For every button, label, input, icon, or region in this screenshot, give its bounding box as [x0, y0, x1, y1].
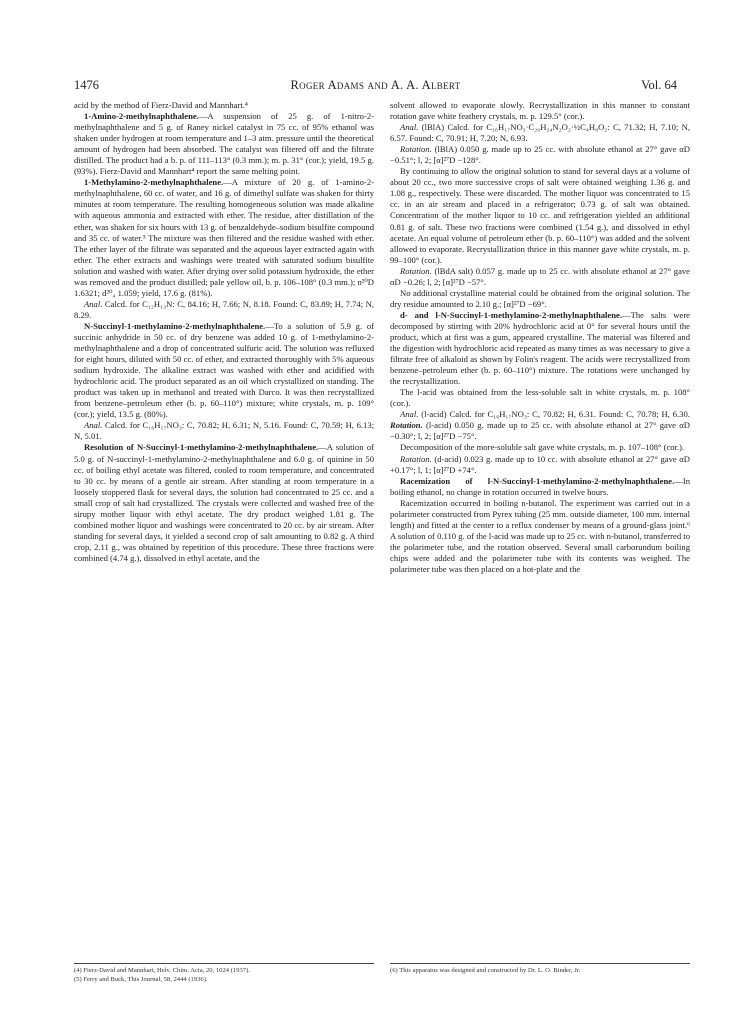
footnote: (6) This apparatus was designed and constructed by Dr. L. O. Binder, Jr.	[390, 967, 581, 974]
footnotes-left	[74, 967, 374, 984]
analysis-paragraph: Anal. Calcd. for C₁₆H₁₇NO₃: C, 70.82; H, 6.31; N, 5.16. Found: C, 70.59; H, 6.13; N, 5.01.	[74, 420, 375, 442]
section-heading: N-Succinyl-1-methylamino-2-methylnaphthalene.	[84, 320, 266, 331]
footnotes-right	[390, 967, 690, 976]
paragraph: Decomposition of the more-soluble salt gave white crystals, m. p. 107–108° (cor.).	[400, 442, 685, 453]
paragraph: Racemization of l-N-Succinyl-1-methylamino-2-methylnaphthalene.—In boiling ethanol, no change in rotation occurred in twelve hours.	[390, 475, 690, 497]
paragraph: 1-Amino-2-methylnaphthalene.—A suspension of 25 g. of 1-nitro-2-methylnaphthalene and 5 g. of Raney nickel catalyst in 75 cc. of 95% ethanol was shaken under hydrogen at room temperature and 1–3 atm. pressure until the theoretical amount of hydrogen had been absorbed. The catalyst was filtered off and the filtrate distilled. The product had a b. p. of 111–113° (0.3 mm.); m. p. 31° (cor.); yield, 19.5 g. (93%). Fierz-David and Mannhart⁴ report the same melting point.	[74, 111, 374, 177]
section-heading: d- and l-N-Succinyl-1-methylamino-2-methylnaphthalene.	[400, 309, 622, 320]
paragraph: acid by the method of Fierz-David and Mannhart.⁴	[74, 100, 248, 110]
rotation-paragraph: Rotation. (lBlA) 0.050 g. made up to 25 cc. with absolute ethanol at 27° gave αD −0.51°; l, 2; [α]²⁷D −128°.	[390, 144, 690, 166]
volume-label: Vol. 64	[641, 78, 677, 92]
rotation-paragraph: Rotation. (d-acid) 0.023 g. made up to 10 cc. with absolute ethanol at 27° gave αD +0.17°; l, 1; [α]²⁷D +74°.	[390, 453, 690, 475]
section-heading: Racemization of l-N-Succinyl-1-methylamino-2-methylnaphthalene.	[400, 475, 675, 486]
paragraph: By continuing to allow the original solution to stand for several days at a volume of about 20 cc., two more successive crops of salt were obtained weighing 1.36 g. and 1.08 g., respectively. These were discarded. The mother liquor was concentrated to 15 cc. in an air stream and placed in a refrigerator; 0.73 g. of salt was obtained. Concentration of the mother liquor to 10 cc. and refrigeration yielded an additional 0.81 g. of salt. These two fractions were combined (1.54 g.), and dissolved in ethyl acetate. An equal volume of petroleum ether (b. p. 60–110°) was added and the solvent allowed to evaporate. Recrystallization thrice in this manner gave white crystals, m. p. 99–100° (cor.).	[390, 166, 690, 265]
section-heading: Resolution of N-Succinyl-1-methylamino-2-methylnaphthalene.	[84, 442, 319, 453]
running-title: Roger Adams and A. A. Albert	[290, 78, 461, 92]
paragraph: solvent allowed to evaporate slowly. Recrystallization in this manner to constant rotation gave white feathery crystals, m. p. 129.5° (cor.).	[390, 100, 690, 122]
paragraph: N-Succinyl-1-methylamino-2-methylnaphthalene.—To a solution of 5.9 g. of succinic anhydride in 50 cc. of dry benzene was added 10 g. of 1-methylamino-2-methylnaphthalene and a drop of concentrated sulfuric acid. The solution was refluxed for eight hours, diluted with 50 cc. of ether, and extracted thoroughly with 5% aqueous sodium hydroxide. The alkaline extract was washed with ether and acidified with hydrochloric acid. The product separated as an oil which crystallized on standing. The product was taken up in methanol and treated with Darco. It was then recrystallized from benzene–petroleum ether (b. p. 60–110°) mixture; white crystals, m. p. 109° (cor.); yield, 13.5 g. (80%).	[74, 320, 374, 420]
rotation-paragraph: Rotation. (lBdA salt) 0.057 g. made up to 25 cc. with absolute ethanol at 27° gave αD −0.26; l, 2; [α]²⁷D −57°.	[390, 265, 690, 287]
left-column	[74, 100, 374, 564]
footnote-rule	[390, 963, 690, 964]
footnote: (5) Ferry and Buck, This Journal, 58, 2444 (1936).	[74, 975, 208, 983]
footnote-rule	[74, 963, 374, 964]
paragraph: d- and l-N-Succinyl-1-methylamino-2-methylnaphthalene.—The salts were decomposed by stirring with 20% hydrochloric acid at 0° for several hours until the product, which at first was a gum, appeared crystalline. The material was filtered and the digestion with hydrochloric acid repeated as many times as was necessary to give a filtrate free of alkaloid as shown by Folin's reagent. The acids were recrystallized from benzene–petroleum ether (b. p. 60–110°) mixture. The rotations were unchanged by the recrystallization.	[390, 309, 690, 387]
page-header	[74, 78, 677, 94]
section-heading: 1-Methylamino-2-methylnaphthalene.	[84, 177, 224, 188]
analysis-paragraph: Anal. (l-acid) Calcd. for C₁₆H₁₇NO₃: C, 70.82; H, 6.31. Found: C, 70.78; H, 6.30. Rotation. (l-acid) 0.050 g. made up to 25 cc. with absolute ethanol at 27° gave αD −0.30°; l, 2; [α]²⁷D −75°.	[390, 409, 690, 442]
footnote: (4) Fierz-David and Mannhart, Helv. Chim. Acta, 20, 1024 (1937).	[74, 967, 250, 974]
right-column	[390, 100, 690, 575]
analysis-paragraph: Anal. (lBlA) Calcd. for C₁₆H₁₇NO₃·C₂₀H₂₄N₂O₂·½C₄H₈O₂: C, 71.32; H, 7.10; N, 6.57. Found: C, 70.91; H, 7.20; N, 6.93.	[390, 122, 690, 144]
paragraph: Resolution of N-Succinyl-1-methylamino-2-methylnaphthalene.—A solution of 5.0 g. of N-succinyl-1-methylamino-2-methylnaphthalene and 6.0 g. of quinine in 50 cc. of boiling ethyl acetate was filtered, cooled to room temperature, and concentrated to 30 cc. by means of a gentle air stream. After standing at room temperature in a loosely stoppered flask for several days, the solution had concentrated to 25 cc. and a small crop of salt had crystallized. The crystals were collected and washed free of the sirupy mother liquor with ethyl acetate. The dry product weighed 1.81 g. The combined mother liquor and washings were concentrated to 20 cc. by air stream. After standing for several days, it yielded a second crop of salt amounting to 0.82 g. A third crop, 2.11 g., was obtained by repetition of this procedure. These three fractions were combined (4.74 g.), dissolved in ethyl acetate, and the	[74, 442, 374, 563]
paragraph: Racemization occurred in boiling n-butanol. The experiment was carried out in a polarimeter constructed from Pyrex tubing (25 mm. outside diameter, 100 mm. internal length) and fitted at the center to a reflux condenser by means of a ground-glass joint.⁶ A solution of 0.110 g. of the l-acid was made up to 25 cc. with n-butanol, transferred to the polarimeter tube, and the rotation observed. Several small carborundum boiling chips were added and the polarimeter tube with its contents was weighed. The polarimeter tube was then placed on a hot-plate and the	[390, 497, 690, 574]
paragraph: The l-acid was obtained from the less-soluble salt in white crystals, m. p. 108° (cor.).	[390, 387, 690, 409]
section-heading: 1-Amino-2-methylnaphthalene.	[84, 111, 199, 122]
page-number: 1476	[74, 78, 99, 92]
analysis-paragraph: Anal. Calcd. for C₁₂H₁₃N: C, 84.16; H, 7.66; N, 8.18. Found: C, 83.89; H, 7.74; N, 8.29.	[74, 298, 374, 320]
paragraph: 1-Methylamino-2-methylnaphthalene.—A mixture of 20 g. of 1-amino-2-methylnaphthalene, 60 cc. of water, and 16 g. of dimethyl sulfate was shaken for thirty minutes at room temperature. The resulting homogeneous solution was made alkaline with aqueous ammonia and extracted with ether. The residue, after distillation of the ether, was shaken for six hours with 13 g. of benzaldehyde–sodium bisulfite compound and 35 cc. of water.⁵ The mixture was then filtered and the residue washed with ether. The ether layer of the filtrate was separated and the aqueous layer extracted again with ether. The ether extracts and washings were treated with saturated sodium bisulfite solution and washed with water. After drying over solid potassium hydroxide, the ether was removed and the product distilled; pale yellow oil, b. p. 106–108° (0.3 mm.); n²⁰D 1.6321; d²⁰₄ 1.059; yield, 17.6 g. (81%).	[74, 177, 374, 298]
paragraph: No additional crystalline material could be obtained from the original solution. The dry residue amounted to 2.10 g.; [α]²⁷D −69°.	[390, 287, 690, 309]
